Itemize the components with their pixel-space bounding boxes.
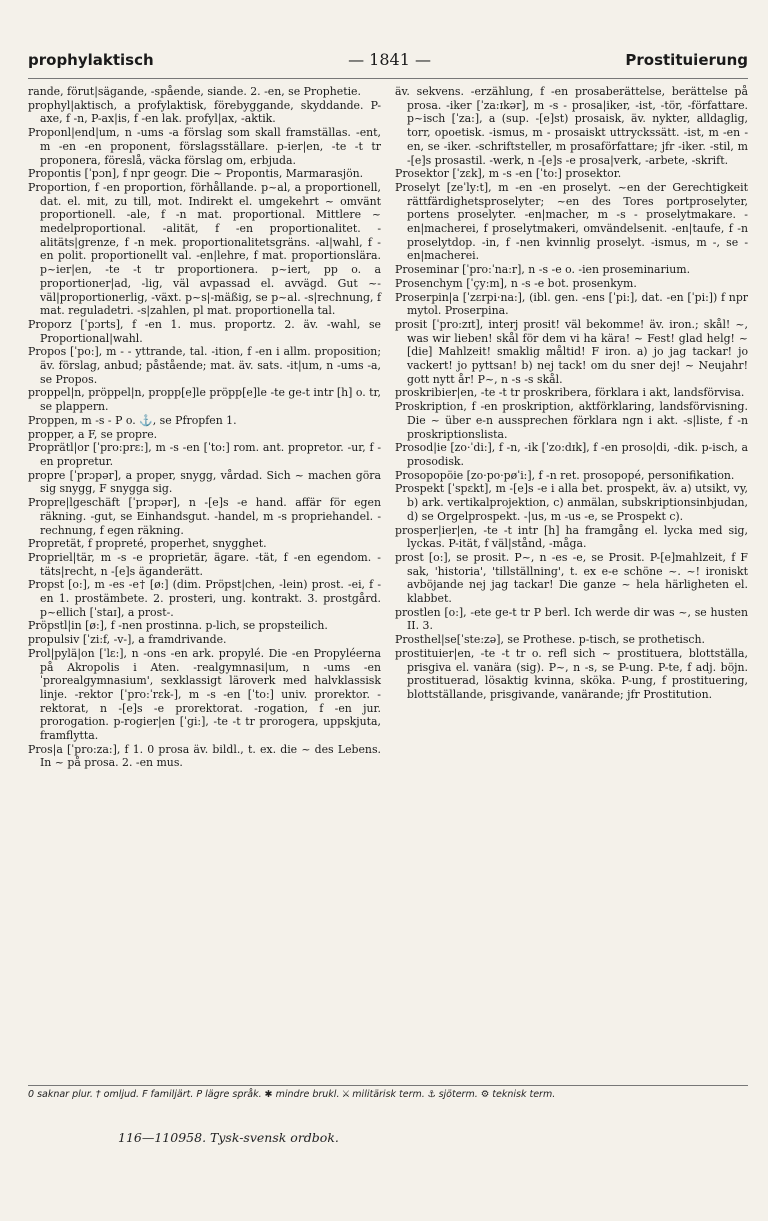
dictionary-entry: Proskription, f -en proskription, aktförklaring, landsförvisning. Die ~ über e-n aussprechen förklara ngn i akt. -s|liste, f -n proskriptionslista. bbox=[395, 400, 748, 441]
left-column bbox=[28, 85, 381, 770]
dictionary-entry: proppel|n, pröppel|n, propp[e]le pröpp[e]le -te ge-t intr [h] o. tr, se plappern. bbox=[28, 386, 381, 414]
dictionary-entry: Propontis [ˈpɔn], f npr geogr. Die ~ Propontis, Marmarasjön. bbox=[28, 167, 364, 181]
dictionary-entry: Propretät, f propreté, properhet, snygghet. bbox=[28, 537, 267, 551]
dictionary-entry: Prospekt [ˈspɛkt], m -[e]s -e i alla bet. prospekt, äv. a) utsikt, vy, b) ark. vertikalprojektion, c) anmälan, subskriptionsinbjudan, d) se Orgelprospekt. -|us, m -us -e, se Prospekt c). bbox=[395, 482, 748, 523]
dictionary-entry: Propos [ˈpo:], m - - yttrande, tal. -ition, f -en i allm. proposition; äv. förslag, anbud; påstående; mat. äv. sats. -it|um, n -ums -a, se Propos. bbox=[28, 345, 381, 386]
dictionary-entry: prostituier|en, -te -t tr o. refl sich ~ prostituera, blottställa, prisgiva el. vanära (sig). P~, n -s, se P-ung. P-te, f adj. böjn. prostituerad, lösaktig kvinna, sköka. P-ung, f prostituering, blottställande, prisgivande, vanärande; jfr Prostitution. bbox=[395, 646, 748, 701]
dictionary-entry: äv. sekvens. -erzählung, f -en prosaberättelse, berättelse på prosa. -iker [ˈza:ɪkər], m -s - prosa|iker, -ist, -tör, -författare. p~isch [ˈza:], a (sup. -[e]st) prosaisk, äv. nykter, alldaglig, torr, opoetisk. -ismus, m - prosaiskt uttryckssätt. -ist, m -en -en, se -iker. -schriftsteller, m prosaförfattare; jfr -iker. -stil, m -[e]s prosastil. -werk, n -[e]s -e prosa|verk, -arbete, -skrift. bbox=[395, 85, 748, 167]
header-left-guideword: prophylaktisch bbox=[28, 51, 154, 69]
dictionary-entry: prostlen [o:], -ete ge-t tr P berl. Ich werde dir was ~, se husten II. 3. bbox=[395, 605, 748, 633]
dictionary-entry: Proselyt [zeˈly:t], m -en -en proselyt. ~en der Gerechtigkeit rättfärdighetsproselyter; ~en des Tores portproselyter, portens proselyter. -en|macher, m -s - proselytmakare. -en|macherei, f proselytmakeri, omvändelsenit. -en|taufe, f -n proselytdop. -in, f -nen kvinnlig proselyt. -ismus, m -, se -en|macherei. bbox=[395, 180, 748, 263]
dictionary-entry: Proppen, m -s - P o. ⚓, se Pfropfen 1. bbox=[28, 413, 237, 427]
dictionary-entry: Proprätl|or [ˈpro:prɛ:], m -s -en [ˈto:] rom. ant. propretor. -ur, f -en propretur. bbox=[28, 441, 381, 468]
printer-imprint: 116—110958. Tysk-svensk ordbok. bbox=[118, 1130, 339, 1145]
dictionary-entry: Propriel|tär, m -s -e proprietär, ägare. -tät, f -en egendom. -täts|recht, n -[e]s äganderätt. bbox=[28, 550, 381, 578]
dictionary-entry: Prosektor [ˈzɛk], m -s -en [ˈto:] prosektor. bbox=[395, 167, 622, 181]
dictionary-page bbox=[28, 50, 748, 770]
dictionary-entry: Proseminar [ˈpro:ˈna:r], n -s -e o. -ien proseminarium. bbox=[395, 263, 691, 277]
dictionary-entry: propper, a F, se propre. bbox=[28, 427, 158, 441]
dictionary-entry: Proserpin|a [ˈzɛrpi·na:], (ibl. gen. -ens [ˈpi:], dat. -en [ˈpi:]) f npr mytol. Proserpina. bbox=[395, 290, 748, 318]
dictionary-entry: Propre|lgeschäft [ˈprɔpər], n -[e]s -e hand. affär för egen räkning. -gut, se Einhandsgut. -handel, m -s propriehandel. -rechnung, f egen räkning. bbox=[28, 496, 381, 537]
dictionary-entry: Prosthel|se[ˈste:zə], se Prothese. p-tisch, se prothetisch. bbox=[395, 633, 705, 647]
right-column bbox=[395, 85, 748, 770]
dictionary-entry: prosit [ˈpro:zɪt], interj prosit! väl bekomme! äv. iron.; skål! ~, was wir lieben! skål för dem vi ha kära! ~ Fest! glad helg! ~ [die] Mahlzeit! smaklig måltid! F iron. a) jo jag tackar! jo vackert! jo pyttsan! b) nej tack! om du sner dej! ~ Neujahr! gott nytt år! P~, n -s -s skål. bbox=[395, 317, 748, 386]
page-number: — 1841 — bbox=[348, 50, 431, 69]
dictionary-entry: prosper|ier|en, -te -t intr [h] ha framgång el. lycka med sig, lyckas. P-ität, f väl|stånd, -måga. bbox=[395, 523, 748, 551]
dictionary-entry: Propst [o:], m -es -e† [ø:] (dim. Pröpst|chen, -lein) prost. -ei, f -en 1. prostämbete. 2. prosteri, ung. kontrakt. 3. prostgård. p~ellich [ˈstaɪ], a prost-. bbox=[28, 578, 381, 619]
dictionary-entry: Pros|a [ˈpro:za:], f 1. 0 prosa äv. bildl., t. ex. die ~ des Lebens. In ~ på prosa. 2. -en mus. bbox=[28, 742, 381, 770]
dictionary-entry: Prosopopöie [zo·po·pøˈi:], f -n ret. prosopopé, personifikation. bbox=[395, 468, 735, 482]
dictionary-entry: Pröpstl|in [ø:], f -nen prostinna. p-lich, se propsteilich. bbox=[28, 619, 328, 633]
dictionary-entry: propre [ˈprɔpər], a proper, snygg, vårdad. Sich ~ machen göra sig snygg, F snygga sig. bbox=[28, 468, 381, 496]
dictionary-entry: propulsiv [ˈzi:f, -v-], a framdrivande. bbox=[28, 633, 227, 647]
page-header bbox=[28, 50, 748, 79]
dictionary-entry: prophyl|aktisch, a profylaktisk, förebyggande, skyddande. P-axe, f -n, P-ax|is, f -en lak. profyl|ax, -aktik. bbox=[28, 98, 381, 126]
dictionary-entry: Proportion, f -en proportion, förhållande. p~al, a proportionell, dat. el. mit, zu till, mot. Indirekt el. umgekehrt ~ omvänt proportionell. -ale, f -n mat. proportional. Mittlere ~ medelproportional. -alität, f -en proportionalitet. -alitäts|grenze, f -n mek. proportionalitetsgräns. -al|wahl, f -en polit. proportionellt val. -en|lehre, f mat. proportionslära. p~ier|en, -te -t tr proportionera. p~iert, pp o. a proportioner|ad, -lig, väl avpassad el. avvägd. Gut ~-väl|proportionerlig, -växt. p~s|-mäßig, se p~al. -s|rechnung, f mat. reguladetri. -s|zahlen, pl mat. proportionella tal. bbox=[28, 180, 381, 318]
columns bbox=[28, 85, 748, 770]
dictionary-entry: proskribier|en, -te -t tr proskribera, förklara i akt, landsförvisa. bbox=[395, 386, 745, 400]
dictionary-entry: Prosod|ie [zo·ˈdi:], f -n, -ik [ˈzo:dɪk], f -en proso|di, -dik. p-isch, a prosodisk. bbox=[395, 441, 748, 468]
dictionary-entry: Prol|pylä|on [ˈlɛ:], n -ons -en ark. propylé. Die -en Propyléerna på Akropolis i Aten. -realgymnasi|um, n -ums -en ˈprorealgymnasium', sexklassigt läroverk med halvklassisk linje. -rektor [ˈpro:ˈrɛk-], m -s -en [ˈto:] univ. prorektor. -rektorat, n -[e]s -e prorektorat. -rogation, f -en jur. prorogation. p-rogier|en [ˈgi:], -te -t tr prorogera, uppskjuta, framflytta. bbox=[28, 646, 381, 743]
dictionary-entry: prost [o:], se prosit. P~, n -es -e, se Prosit. P-[e]mahlzeit, f F sak, 'historia', 'tillställning', t. ex e-e schöne ~. ~! ironiskt avböjande nej jag tackar! Die ganze ~ hela härligheten el. klabbet. bbox=[395, 550, 748, 606]
dictionary-entry: rande, förut|sägande, -spående, siande. 2. -en, se Prophetie. bbox=[28, 85, 361, 98]
dictionary-entry: Proponl|end|um, n -ums -a förslag som skall framställas. -ent, m -en -en proponent, förslagsställare. p-ier|en, -te -t tr proponera, föreslå, väcka förslag om, erbjuda. bbox=[28, 126, 381, 167]
dictionary-entry: Prosenchym [ˈçy:m], n -s -e bot. prosenkym. bbox=[395, 276, 637, 290]
dictionary-entry: Proporz [ˈpɔrts], f -en 1. mus. proportz. 2. äv. -wahl, se Proportional|wahl. bbox=[28, 317, 381, 345]
header-right-guideword: Prostituierung bbox=[625, 51, 748, 69]
abbreviation-legend: 0 saknar plur. † omljud. F familjärt. P lägre språk. ✱ mindre brukl. ⚔ militärisk term. ⚓ sjöterm. ⚙ teknisk term. bbox=[28, 1085, 748, 1100]
